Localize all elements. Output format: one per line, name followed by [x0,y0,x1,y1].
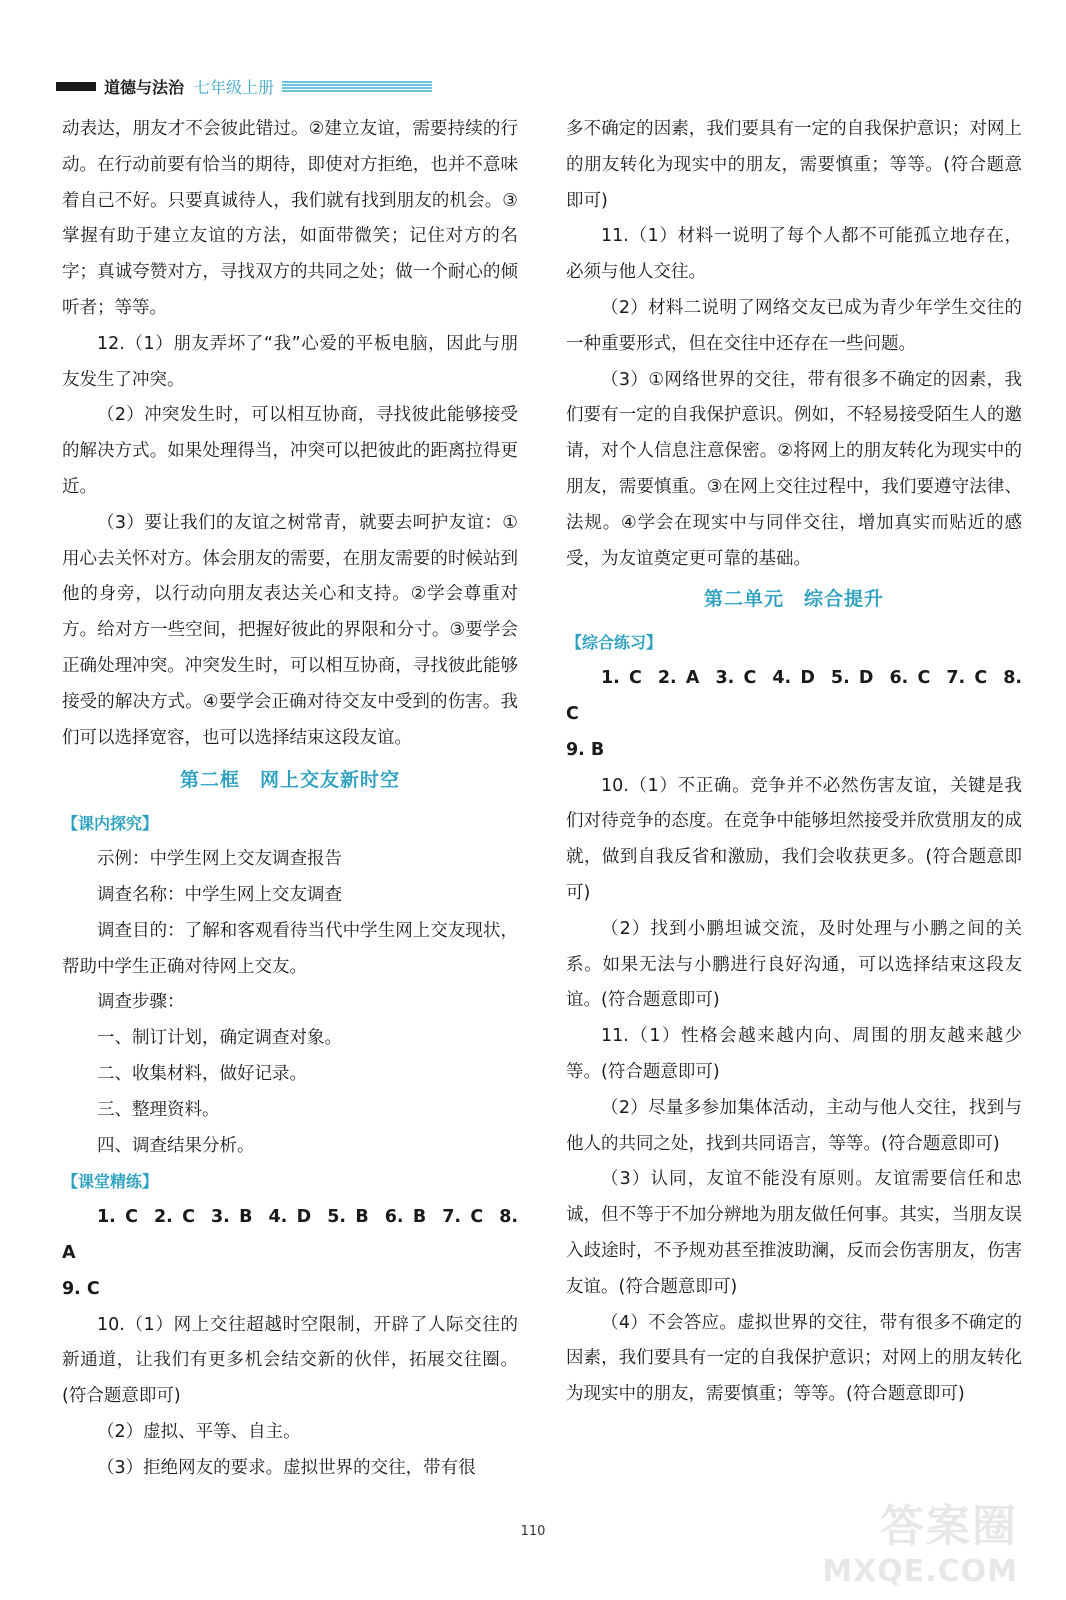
answer-row: 9. C [62,1278,100,1299]
header-stripes [282,81,432,92]
answer-item: 2. A [657,668,700,689]
paragraph: 三、整理资料。 [97,1099,220,1120]
paragraph: （4）不会答应。虚拟世界的交往，带有很多不确定的因素，我们要具有一定的自我保护意识；对网上的朋友转化为现实中的朋友，需要慎重；等等。(符合题意即可) [566,1312,1022,1405]
watermark [818,1490,1018,1590]
answer-item: 2. C [154,1207,195,1228]
answer-item: 8. C [566,668,1023,724]
section-tag: 【课内探究】 [62,814,159,834]
answer-item: 3. C [715,668,757,689]
answer-item: 6. B [384,1207,427,1228]
paragraph: 一、制订计划，确定调查对象。 [97,1028,342,1049]
answer-item: 3. B [211,1207,253,1228]
paragraph: 动表达，朋友才不会彼此错过。②建立友谊，需要持续的行动。在行动前要有恰当的期待，即使对方拒绝，也并不意味着自己不好。只要真诚待人，我们就有找到朋友的机会。③掌握有助于建立友谊的方法，如面带微笑；记住对方的名字；真诚夸赞对方，寻找双方的共同之处；做一个耐心的倾听者；等等。 [62,119,518,318]
paragraph: （2）找到小鹏坦诚交流，及时处理与小鹏之间的关系。如果无法与小鹏进行良好沟通，可以选择结束这段友谊。(符合题意即可) [566,918,1022,1011]
answer-row [566,661,1022,733]
left-column [62,112,518,1486]
header-bar [56,82,96,91]
section-title: 第二框 网上交友新时空 [179,769,400,792]
section-title: 第二单元 综合提升 [703,588,884,611]
paragraph: （3）①网络世界的交往，带有很多不确定的因素，我们要有一定的自我保护意识。例如，不轻易接受陌生人的邀请，对个人信息注意保密。②将网上的朋友转化为现实中的朋友，需要慎重。③在网上交往过程中，我们要遵守法律、法规。④学会在现实中与同伴交往，增加真实而贴近的感受，为友谊奠定更可靠的基础。 [566,369,1022,569]
paragraph: 调查步骤： [97,992,185,1013]
answer-row: 9. B [566,739,605,760]
paragraph: （2）虚拟、平等、自主。 [97,1421,301,1442]
paragraph: 10.（1）不正确。竞争并不必然伤害友谊，关键是我们对待竞争的态度。在竞争中能够坦然接受并欣赏朋友的成就，做到自我反省和激励，我们会收获更多。(符合题意即可) [566,775,1022,903]
paragraph: 四、调查结果分析。 [97,1135,255,1156]
answer-item: 1. C [97,1207,138,1228]
section-tag: 【综合练习】 [566,633,663,653]
answer-item: 4. D [268,1207,312,1228]
paragraph: （3）要让我们的友谊之树常青，就要去呵护友谊：①用心去关怀对方。体会朋友的需要，在朋友需要的时候站到他的身旁，以行动向朋友表达关心和支持。②学会尊重对方。给对方一些空间，把握好彼此的界限和分寸。③要学会正确处理冲突。冲突发生时，可以相互协商，寻找彼此能够接受的解决方式。④要学会正确对待交友中受到的伤害。我们可以选择宽容，也可以选择结束这段友谊。 [62,512,518,748]
paragraph: （2）冲突发生时，可以相互协商，寻找彼此能够接受的解决方式。如果处理得当，冲突可以把彼此的距离拉得更近。 [62,405,518,497]
answer-item: 8. A [62,1207,519,1263]
paragraph: （3）拒绝网友的要求。虚拟世界的交往，带有很 [97,1457,476,1478]
paragraph: （3）认同，友谊不能没有原则。友谊需要信任和忠诚，但不等于不加分辨地为朋友做任何事。其实，当朋友误入歧途时，不予规劝甚至推波助澜，反而会伤害朋友，伤害友谊。(符合题意即可) [566,1169,1022,1297]
answer-item: 4. D [772,668,815,689]
watermark-logo: 答案圈 [880,1501,1018,1552]
paragraph: 二、收集材料，做好记录。 [97,1063,307,1084]
paragraph: 11.（1）性格会越来越内向、周围的朋友越来越少等。(符合题意即可) [566,1026,1022,1082]
answer-item: 1. C [601,668,642,689]
answer-item: 5. B [327,1207,369,1228]
paragraph: 11.（1）材料一说明了每个人都不可能孤立地存在，必须与他人交往。 [566,226,1022,283]
paragraph: 示例：中学生网上交友调查报告 [97,849,342,870]
paragraph: 调查名称：中学生网上交友调查 [97,884,342,905]
paragraph: （2）材料二说明了网络交友已成为青少年学生交往的一种重要形式，但在交往中还存在一些问题。 [566,297,1022,354]
running-header [56,76,432,96]
paragraph: 12.（1）朋友弄坏了“我”心爱的平板电脑，因此与朋友发生了冲突。 [62,333,518,390]
answer-item: 6. C [889,668,931,689]
right-column [566,112,1022,1413]
answer-item: 7. C [946,668,988,689]
header-subject: 道德与法治 [104,77,185,97]
section-tag: 【课堂精练】 [62,1172,159,1192]
page-number: 110 [520,1524,546,1539]
paragraph: 10.（1）网上交往超越时空限制，开辟了人际交往的新通道，让我们有更多机会结交新的伙伴，拓展交往圈。(符合题意即可) [62,1314,518,1407]
answer-row [62,1200,518,1272]
header-grade: 七年级上册 [194,77,275,97]
answer-item: 7. C [442,1207,484,1228]
watermark-url: MXQE.COM [822,1554,1018,1589]
answer-item: 5. D [830,668,874,689]
paragraph: 调查目的：了解和客观看待当代中学生网上交友现状，帮助中学生正确对待网上交友。 [62,920,518,977]
paragraph: （2）尽量多参加集体活动，主动与他人交往，找到与他人的共同之处，找到共同语言，等等。(符合题意即可) [566,1097,1022,1154]
paragraph: 多不确定的因素，我们要具有一定的自我保护意识；对网上的朋友转化为现实中的朋友，需要慎重；等等。(符合题意即可) [566,119,1022,211]
